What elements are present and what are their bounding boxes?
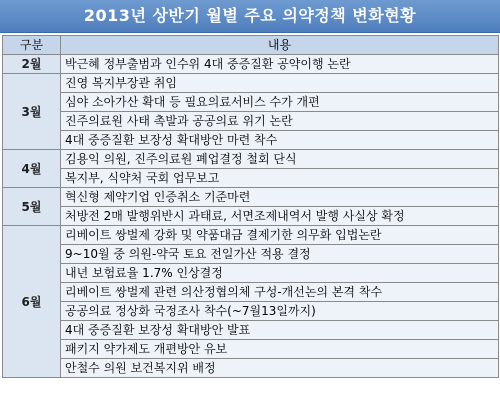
policy-item: 박근혜 정부출범과 인수위 4대 중증질환 공약이행 논란 [61, 55, 499, 74]
table-row [3, 245, 499, 264]
policy-item: 공공의료 정상화 국정조사 착수(~7월13일까지) [61, 302, 499, 321]
table-body [3, 55, 499, 378]
page-title: 2013년 상반기 월별 주요 의약정책 변화현황 [0, 0, 500, 33]
table-row [3, 283, 499, 302]
column-header-month: 구분 [3, 36, 61, 55]
table-row [3, 226, 499, 245]
month-cell: 5월 [3, 188, 61, 226]
table-header-row [3, 36, 499, 55]
table-row [3, 207, 499, 226]
policy-item: 리베이트 쌍벌제 관련 의산정협의체 구성-개선논의 본격 착수 [61, 283, 499, 302]
month-cell: 2월 [3, 55, 61, 74]
table-row [3, 188, 499, 207]
policy-item: 패키지 약가제도 개편방안 유보 [61, 340, 499, 359]
table-row [3, 93, 499, 112]
policy-item: 처방전 2매 발행위반시 과태료, 서면조제내역서 발행 사실상 확정 [61, 207, 499, 226]
policy-item: 진주의료원 사태 촉발과 공공의료 위기 논란 [61, 112, 499, 131]
month-cell: 4월 [3, 150, 61, 188]
policy-item: 복지부, 식약처 국회 업무보고 [61, 169, 499, 188]
table-row [3, 55, 499, 74]
policy-item: 진영 복지부장관 취임 [61, 74, 499, 93]
policy-item: 4대 중증질환 보장성 확대방안 마련 착수 [61, 131, 499, 150]
policy-item: 심야 소아가산 확대 등 필요의료서비스 수가 개편 [61, 93, 499, 112]
month-cell: 3월 [3, 74, 61, 150]
policy-item: 김용익 의원, 진주의료원 폐업결정 철회 단식 [61, 150, 499, 169]
table-row [3, 131, 499, 150]
table-row [3, 321, 499, 340]
policy-item: 내년 보험료율 1.7% 인상결정 [61, 264, 499, 283]
table-row [3, 150, 499, 169]
table-row [3, 74, 499, 93]
table-row [3, 302, 499, 321]
policy-table [2, 35, 499, 378]
policy-item: 안철수 의원 보건복지위 배정 [61, 359, 499, 378]
table-row [3, 264, 499, 283]
policy-item: 4대 중증질환 보장성 확대방안 발표 [61, 321, 499, 340]
policy-item: 혁신형 제약기업 인증취소 기준마련 [61, 188, 499, 207]
table-row [3, 112, 499, 131]
policy-item: 9~10월 중 의원-약국 토요 전일가산 적용 결정 [61, 245, 499, 264]
month-cell: 6월 [3, 226, 61, 378]
table-row [3, 169, 499, 188]
column-header-content: 내용 [61, 36, 499, 55]
table-row [3, 340, 499, 359]
policy-item: 리베이트 쌍벌제 강화 및 약품대금 결제기한 의무화 입법논란 [61, 226, 499, 245]
table-row [3, 359, 499, 378]
